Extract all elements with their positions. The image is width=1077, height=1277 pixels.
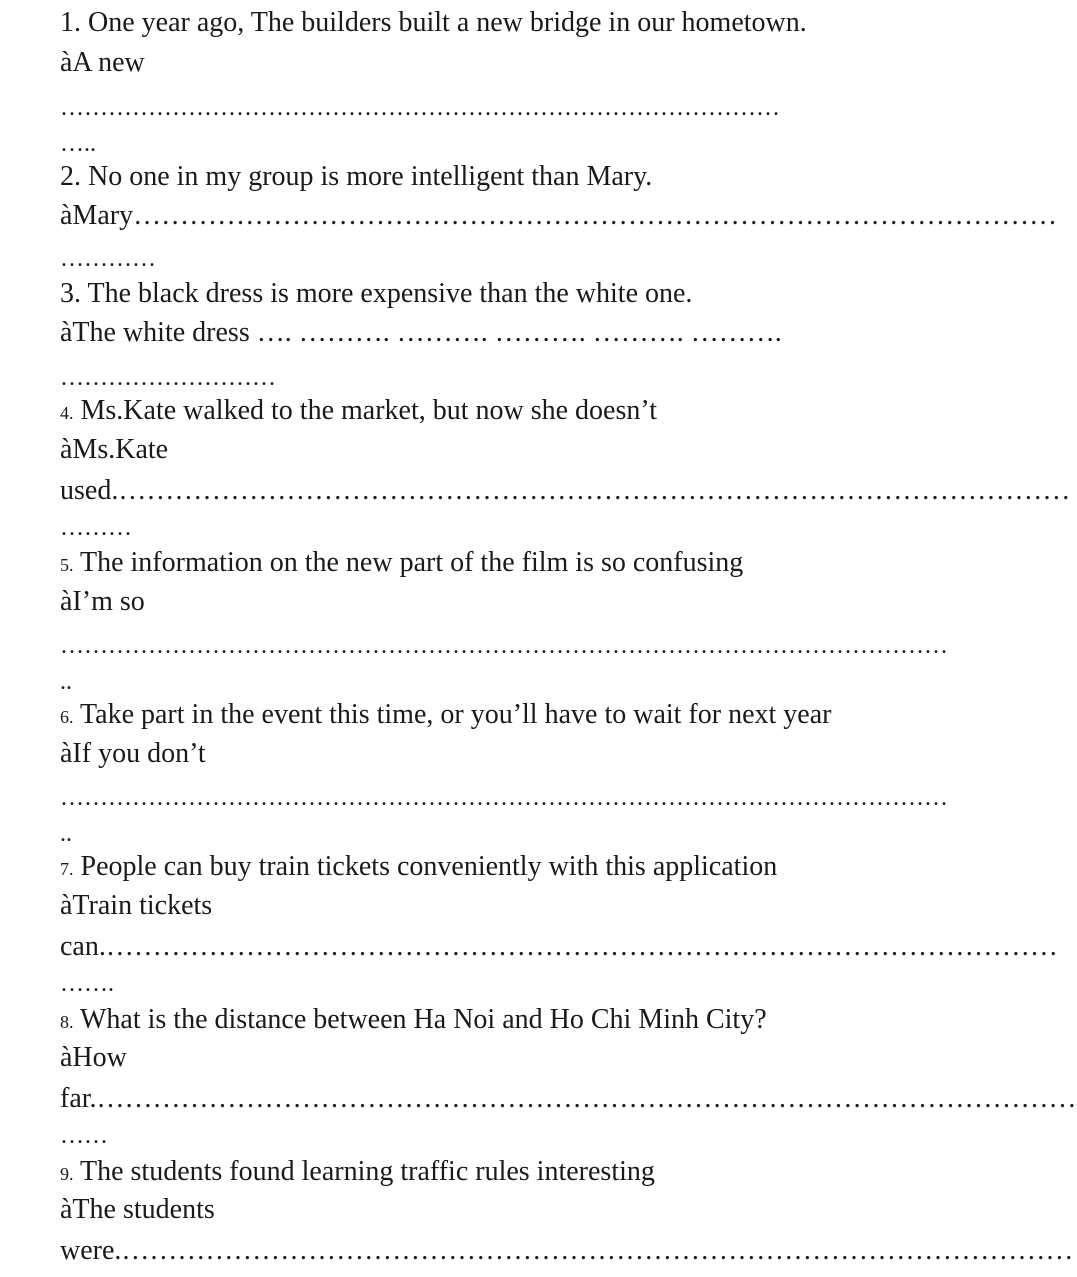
answer-line: àA new bbox=[60, 47, 145, 78]
answer-line: used.………………………………………………………………………………………… bbox=[60, 475, 1071, 506]
exercise-number: 7. bbox=[60, 859, 74, 879]
answer-dots-end: …… bbox=[60, 1123, 108, 1149]
answer-dots-end: .. bbox=[60, 821, 72, 847]
exercise-number: 5. bbox=[60, 555, 74, 575]
exercise-9-question bbox=[60, 1155, 655, 1191]
answer-dots: ………………………………………………………………………………………………… bbox=[60, 785, 948, 811]
answer-dots-end: ………… bbox=[60, 246, 156, 272]
answer-dots-end: ……………………… bbox=[60, 365, 276, 391]
answer-line: àIf you don’t bbox=[60, 738, 206, 769]
answer-line: were.………………………………………………………………………………………… bbox=[60, 1235, 1074, 1266]
answer-line: àHow bbox=[60, 1042, 127, 1073]
exercise-7-question bbox=[60, 850, 777, 886]
question-text: Ms.Kate walked to the market, but now she doesn’t bbox=[80, 395, 657, 426]
answer-dots-end: ……. bbox=[60, 971, 114, 997]
exercise-number: 3. bbox=[60, 278, 81, 309]
exercise-2-question bbox=[60, 160, 652, 194]
answer-line: àI’m so bbox=[60, 586, 145, 617]
exercise-number: 1. bbox=[60, 7, 81, 38]
answer-dots-end: ….. bbox=[60, 131, 96, 157]
question-text: What is the distance between Ha Noi and Ho Chi Minh City? bbox=[80, 1004, 767, 1035]
answer-dots: ………………………………………………………………………………………………… bbox=[60, 633, 948, 659]
answer-dots-end: ……… bbox=[60, 515, 132, 541]
exercise-number: 2. bbox=[60, 161, 81, 192]
answer-line: àThe white dress …. ………. ………. ………. ………. ………. bbox=[60, 317, 782, 348]
answer-dots: ……………………………………………………………………………… bbox=[60, 95, 780, 121]
answer-line: àMs.Kate bbox=[60, 434, 169, 465]
question-text: The information on the new part of the film is so confusing bbox=[80, 547, 744, 578]
exercise-1-question bbox=[60, 6, 807, 40]
question-text: One year ago, The builders built a new bridge in our hometown. bbox=[88, 7, 807, 38]
exercise-6-question bbox=[60, 698, 831, 734]
question-text: No one in my group is more intelligent than Mary. bbox=[88, 161, 653, 192]
question-text: People can buy train tickets conveniently with this application bbox=[80, 851, 778, 882]
exercise-number: 6. bbox=[60, 707, 74, 727]
answer-line: can.………………………………………………………………………………………… bbox=[60, 931, 1058, 962]
answer-line: àTrain tickets bbox=[60, 890, 213, 921]
exercise-3-question bbox=[60, 277, 692, 311]
answer-dots-end: .. bbox=[60, 669, 72, 695]
exercise-5-question bbox=[60, 546, 743, 582]
exercise-8-question bbox=[60, 1003, 767, 1039]
exercise-4-question bbox=[60, 394, 657, 430]
exercise-number: 9. bbox=[60, 1164, 74, 1184]
exercise-number: 8. bbox=[60, 1012, 74, 1032]
question-text: Take part in the event this time, or you’ll have to wait for next year bbox=[80, 699, 832, 730]
exercise-number: 4. bbox=[60, 403, 74, 423]
answer-line: àMary……………………………………………………………………………………… bbox=[60, 200, 1058, 231]
answer-line: far.…………………………………………………………………………………………… bbox=[60, 1083, 1077, 1114]
answer-line: àThe students bbox=[60, 1194, 215, 1225]
question-text: The students found learning traffic rules interesting bbox=[80, 1156, 655, 1187]
question-text: The black dress is more expensive than the white one. bbox=[87, 278, 693, 309]
